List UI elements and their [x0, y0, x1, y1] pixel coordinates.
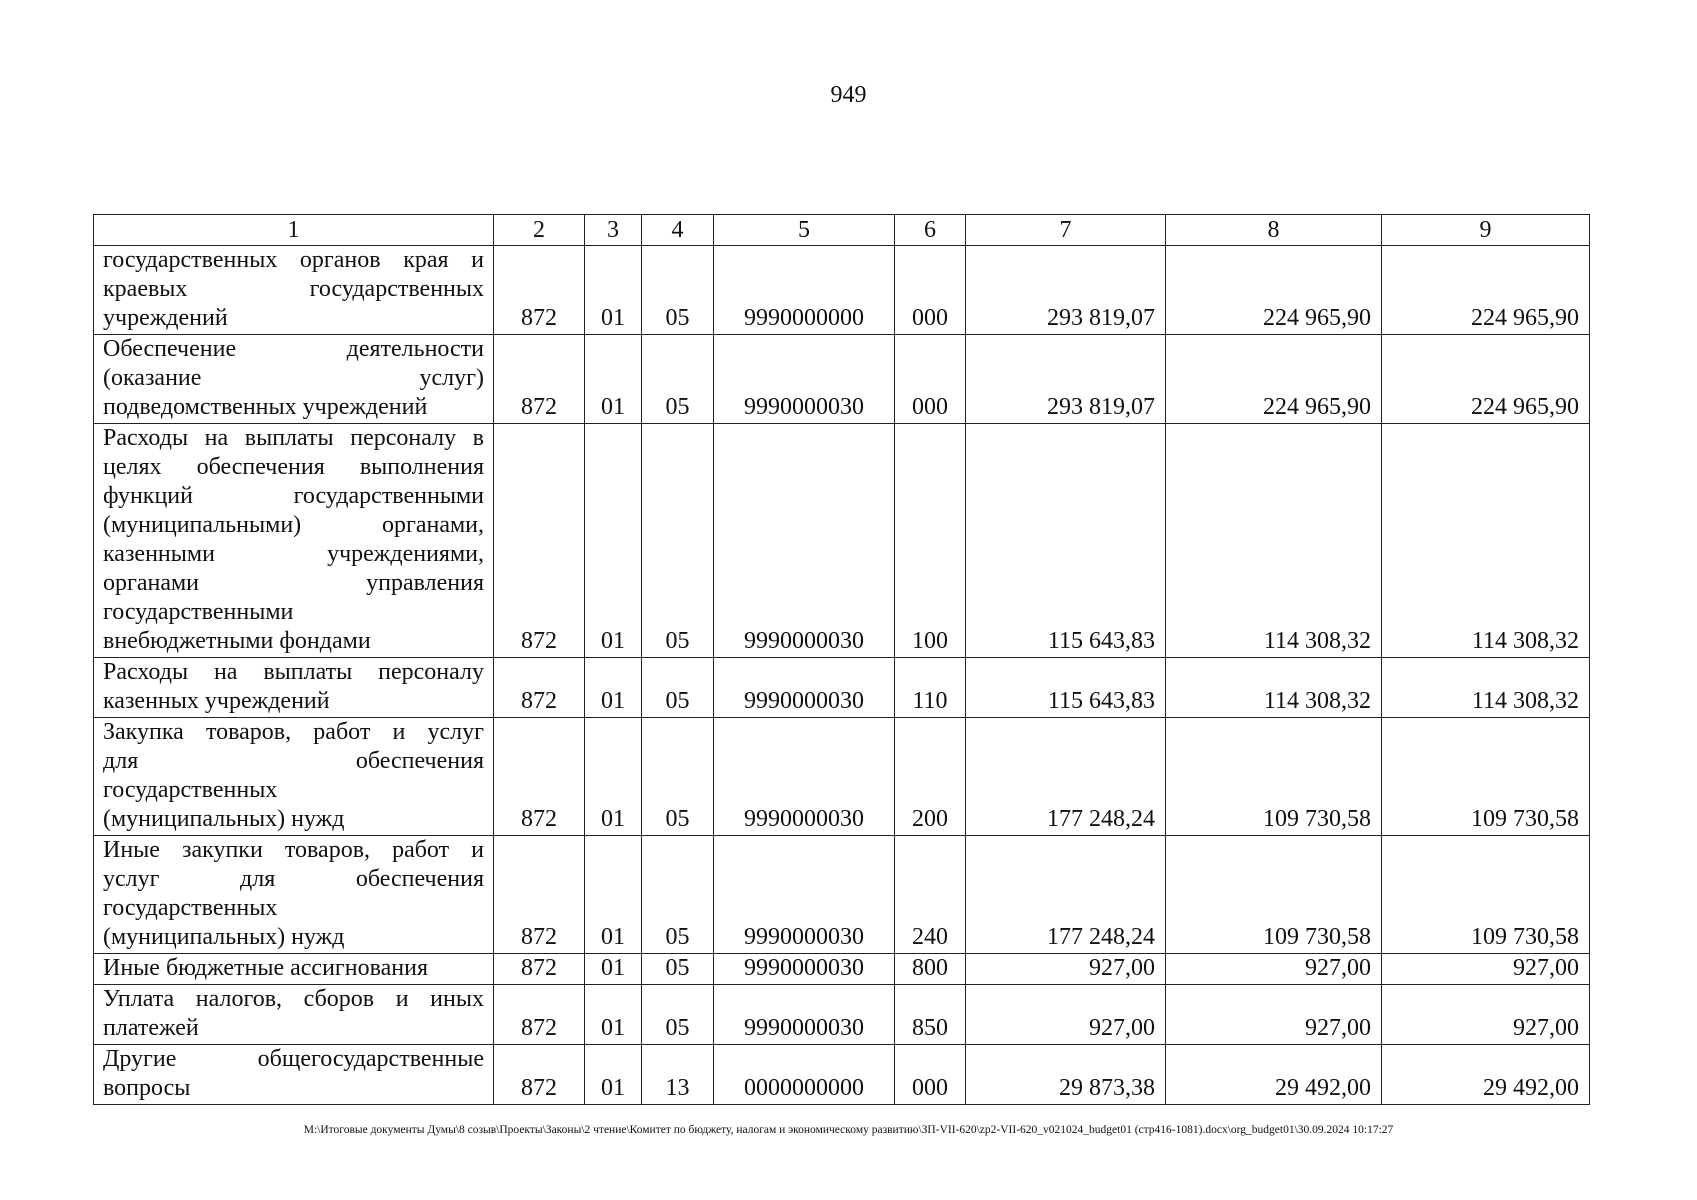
expense-name-cell	[94, 985, 494, 1045]
column-header-5: 5	[714, 215, 895, 246]
expense-name-line: подведомственных учреждений	[103, 394, 428, 420]
expense-name-cell	[94, 1045, 494, 1105]
expense-name-line: государственных	[103, 895, 278, 921]
expense-name-line: (муниципальных) нужд	[103, 924, 345, 950]
target-article-cell: 9990000030	[714, 836, 895, 954]
expense-name-line: целях обеспечения выполнения	[103, 454, 484, 480]
section-code-cell: 01	[585, 246, 642, 335]
amount-col7-cell: 177 248,24	[966, 836, 1166, 954]
expense-name-line: функций государственными	[103, 483, 484, 509]
expense-name-line: Обеспечение деятельности	[103, 336, 484, 362]
ministry-code-cell: 872	[494, 335, 585, 424]
subsection-code-cell: 05	[642, 424, 714, 658]
page-number: 949	[830, 82, 867, 108]
expense-name-line: Расходы на выплаты персоналу	[103, 659, 484, 685]
column-header-3: 3	[585, 215, 642, 246]
expense-type-cell: 200	[895, 718, 966, 836]
subsection-code-cell: 05	[642, 985, 714, 1045]
subsection-code-cell: 05	[642, 246, 714, 335]
section-code-cell: 01	[585, 1045, 642, 1105]
column-header-9: 9	[1382, 215, 1590, 246]
expense-name-cell	[94, 836, 494, 954]
ministry-code-cell: 872	[494, 836, 585, 954]
expense-type-cell: 000	[895, 1045, 966, 1105]
subsection-code-cell: 05	[642, 954, 714, 985]
expense-name-line: учреждений	[103, 305, 228, 331]
expense-name-line: услуг для обеспечения	[103, 866, 484, 892]
ministry-code-cell: 872	[494, 658, 585, 718]
table-row	[94, 1045, 1590, 1105]
subsection-code-cell: 05	[642, 658, 714, 718]
amount-col7-cell: 115 643,83	[966, 658, 1166, 718]
section-code-cell: 01	[585, 424, 642, 658]
expense-type-cell: 000	[895, 335, 966, 424]
ministry-code-cell: 872	[494, 246, 585, 335]
amount-col7-cell: 115 643,83	[966, 424, 1166, 658]
expense-name-cell	[94, 718, 494, 836]
table-body	[94, 246, 1590, 1105]
table-row	[94, 335, 1590, 424]
amount-col9-cell: 927,00	[1382, 954, 1590, 985]
expense-type-cell: 800	[895, 954, 966, 985]
expense-name-line: государственных органов края и	[103, 247, 484, 273]
column-header-4: 4	[642, 215, 714, 246]
amount-col7-cell: 927,00	[966, 985, 1166, 1045]
target-article-cell: 9990000000	[714, 246, 895, 335]
target-article-cell: 9990000030	[714, 424, 895, 658]
ministry-code-cell: 872	[494, 954, 585, 985]
expense-name-line: казенными учреждениями,	[103, 541, 484, 567]
column-header-1: 1	[94, 215, 494, 246]
section-code-cell: 01	[585, 658, 642, 718]
amount-col8-cell: 224 965,90	[1166, 246, 1382, 335]
amount-col8-cell: 109 730,58	[1166, 836, 1382, 954]
table-row	[94, 424, 1590, 658]
expense-name-line: для обеспечения	[103, 748, 484, 774]
expense-name-line: Иные бюджетные ассигнования	[103, 955, 428, 981]
amount-col8-cell: 927,00	[1166, 985, 1382, 1045]
amount-col9-cell: 109 730,58	[1382, 836, 1590, 954]
amount-col9-cell: 29 492,00	[1382, 1045, 1590, 1105]
expense-name-line: Иные закупки товаров, работ и	[103, 837, 484, 863]
expense-name-cell	[94, 954, 494, 985]
expense-name-cell	[94, 246, 494, 335]
amount-col8-cell: 114 308,32	[1166, 424, 1382, 658]
subsection-code-cell: 13	[642, 1045, 714, 1105]
amount-col7-cell: 293 819,07	[966, 335, 1166, 424]
expense-name-line: органами управления	[103, 570, 484, 596]
section-code-cell: 01	[585, 335, 642, 424]
section-code-cell: 01	[585, 954, 642, 985]
expense-type-cell: 000	[895, 246, 966, 335]
target-article-cell: 9990000030	[714, 985, 895, 1045]
amount-col9-cell: 927,00	[1382, 985, 1590, 1045]
table-row	[94, 836, 1590, 954]
target-article-cell: 9990000030	[714, 718, 895, 836]
target-article-cell: 9990000030	[714, 335, 895, 424]
table-row	[94, 246, 1590, 335]
amount-col7-cell: 293 819,07	[966, 246, 1166, 335]
table-row	[94, 954, 1590, 985]
expense-name-line: Уплата налогов, сборов и иных	[103, 986, 484, 1012]
expense-name-line: (оказание услуг)	[103, 365, 484, 391]
ministry-code-cell: 872	[494, 985, 585, 1045]
target-article-cell: 9990000030	[714, 954, 895, 985]
expense-name-line: Закупка товаров, работ и услуг	[103, 719, 484, 745]
footer-file-path: M:\Итоговые документы Думы\8 созыв\Проекты\Законы\2 чтение\Комитет по бюджету, налогам и экономическому развитию\ЗП-VII-620\zp2-VII-620_v021024_budget01 (стр416-1081).docx\org_budget01\30.09.2024 10:17:27	[303, 1124, 1394, 1136]
ministry-code-cell: 872	[494, 1045, 585, 1105]
ministry-code-cell: 872	[494, 718, 585, 836]
expense-name-line: Другие общегосударственные	[103, 1046, 484, 1072]
subsection-code-cell: 05	[642, 836, 714, 954]
expense-name-line: Расходы на выплаты персоналу в	[103, 425, 484, 451]
amount-col9-cell: 224 965,90	[1382, 246, 1590, 335]
subsection-code-cell: 05	[642, 335, 714, 424]
amount-col7-cell: 29 873,38	[966, 1045, 1166, 1105]
amount-col9-cell: 224 965,90	[1382, 335, 1590, 424]
expense-name-line: государственных	[103, 777, 278, 803]
expense-name-cell	[94, 658, 494, 718]
expense-name-line: казенных учреждений	[103, 688, 330, 714]
amount-col8-cell: 927,00	[1166, 954, 1382, 985]
column-header-2: 2	[494, 215, 585, 246]
target-article-cell: 9990000030	[714, 658, 895, 718]
column-header-7: 7	[966, 215, 1166, 246]
amount-col9-cell: 114 308,32	[1382, 658, 1590, 718]
ministry-code-cell: 872	[494, 424, 585, 658]
amount-col7-cell: 177 248,24	[966, 718, 1166, 836]
amount-col7-cell: 927,00	[966, 954, 1166, 985]
budget-table	[93, 214, 1590, 1105]
expense-name-line: платежей	[103, 1015, 199, 1041]
amount-col9-cell: 114 308,32	[1382, 424, 1590, 658]
column-header-8: 8	[1166, 215, 1382, 246]
section-code-cell: 01	[585, 718, 642, 836]
table-row	[94, 658, 1590, 718]
expense-type-cell: 240	[895, 836, 966, 954]
expense-name-cell	[94, 335, 494, 424]
expense-name-line: государственными	[103, 599, 294, 625]
section-code-cell: 01	[585, 985, 642, 1045]
expense-type-cell: 850	[895, 985, 966, 1045]
amount-col8-cell: 224 965,90	[1166, 335, 1382, 424]
expense-name-cell	[94, 424, 494, 658]
amount-col8-cell: 29 492,00	[1166, 1045, 1382, 1105]
section-code-cell: 01	[585, 836, 642, 954]
expense-type-cell: 110	[895, 658, 966, 718]
expense-name-line: вопросы	[103, 1075, 191, 1101]
amount-col9-cell: 109 730,58	[1382, 718, 1590, 836]
column-header-6: 6	[895, 215, 966, 246]
target-article-cell: 0000000000	[714, 1045, 895, 1105]
table-row	[94, 985, 1590, 1045]
subsection-code-cell: 05	[642, 718, 714, 836]
expense-name-line: (муниципальных) нужд	[103, 806, 345, 832]
expense-name-line: (муниципальными) органами,	[103, 512, 484, 538]
expense-type-cell: 100	[895, 424, 966, 658]
expense-name-line: внебюджетными фондами	[103, 628, 371, 654]
amount-col8-cell: 109 730,58	[1166, 718, 1382, 836]
expense-name-line: краевых государственных	[103, 276, 484, 302]
table-header-row	[94, 215, 1590, 246]
table-row	[94, 718, 1590, 836]
amount-col8-cell: 114 308,32	[1166, 658, 1382, 718]
